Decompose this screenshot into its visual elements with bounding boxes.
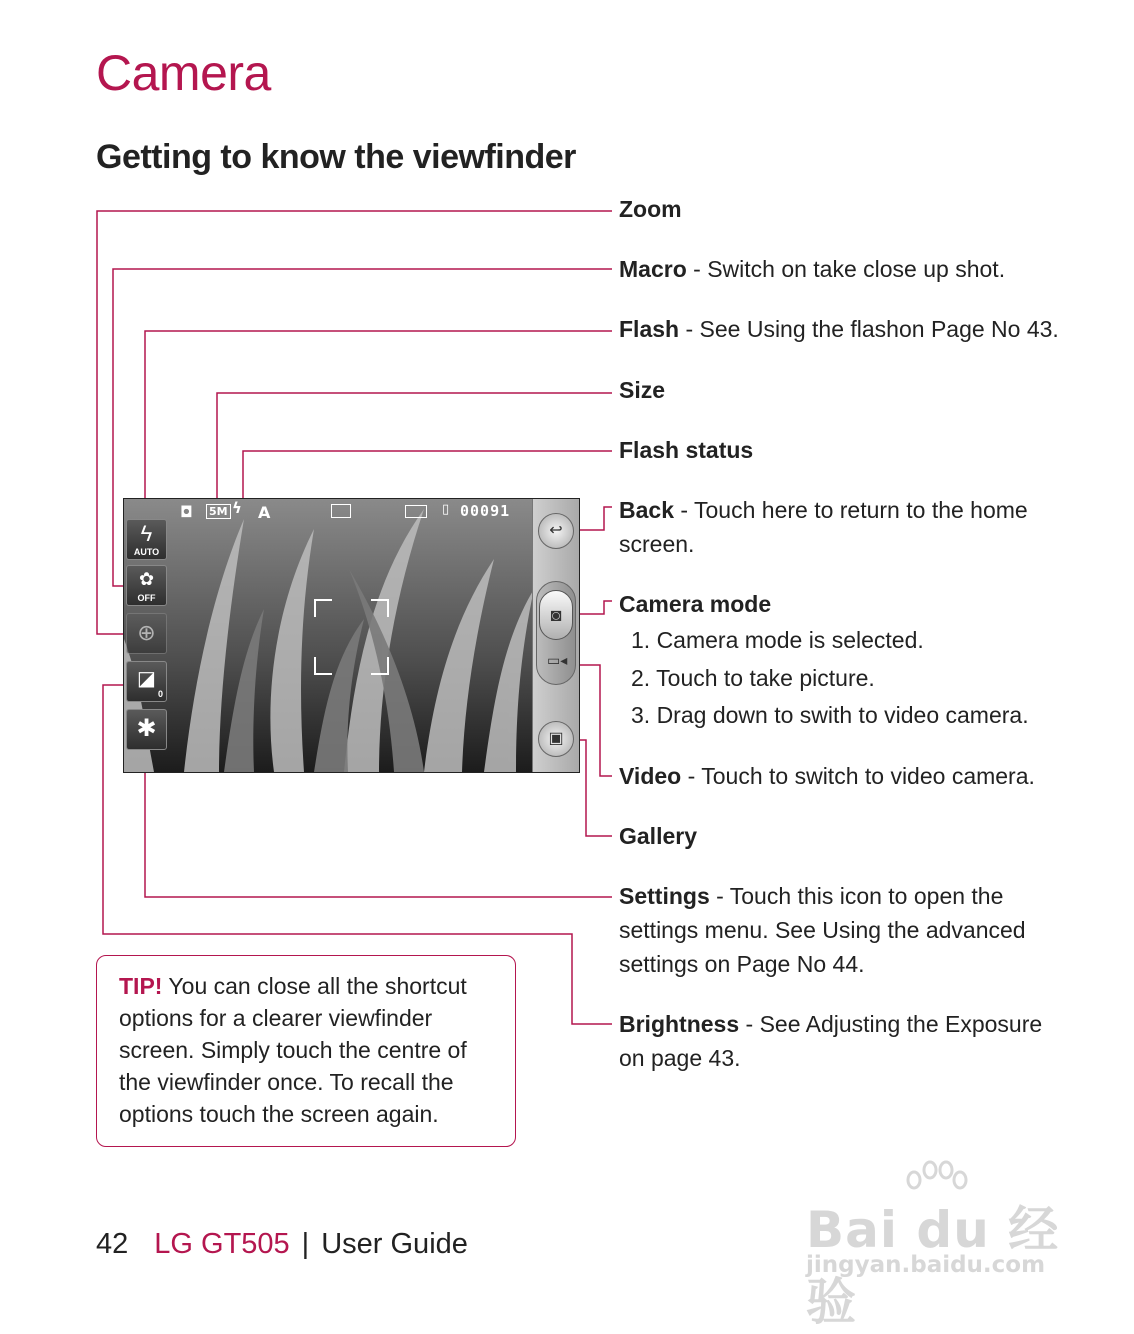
callout-flash-status [619,433,1059,467]
tip-box [96,955,516,1147]
camera-shutter-button[interactable] [539,590,573,640]
focus-frame-corner [371,657,389,675]
callout-brightness [619,1007,1049,1075]
camera-mode-step: 3. Drag down to swith to video camera. [631,702,1029,728]
status-bar [124,499,534,525]
tip-text [119,970,499,1130]
callout-video [619,759,1059,793]
callout-macro-desc: - Switch on take close up shot. [686,256,1006,282]
page-number: 42 [96,1228,129,1260]
callout-gallery [619,819,1059,853]
callout-back-desc: - Touch here to return to the home screen. [619,497,1028,557]
gallery-button[interactable] [538,721,574,757]
brightness-icon: ◪ [137,668,156,690]
grass-photo [124,499,579,772]
callout-settings-desc: - Touch this icon to open the settings menu. See Using the advanced settings on Page No 44. [619,883,1026,977]
macro-button[interactable] [126,565,167,606]
focus-frame-corner [314,599,332,617]
battery-icon [405,505,427,518]
callout-zoom-name: Zoom [619,196,682,222]
callout-back-name: Back [619,497,674,523]
flash-icon: ϟ [140,521,153,546]
flash-auto-icon: ϟ [232,499,242,517]
camera-shutter-icon: ◙ [550,605,562,625]
callout-camera-mode-name: Camera mode [619,591,772,617]
callout-video-name: Video [619,763,682,789]
focus-frame-corner [314,657,332,675]
callout-zoom [619,192,1059,226]
camera-icon: ◘ [180,503,193,521]
callout-back [619,493,1049,561]
settings-gear-icon: ✱ [136,715,157,742]
flash-status-connector [243,451,612,503]
callout-macro-name: Macro [619,256,687,282]
callout-flash [619,312,1059,346]
callout-flash-name: Flash [619,316,680,342]
camera-mode-steps [631,622,1029,735]
auto-mode-icon: A [258,503,271,522]
tip-label: TIP! [119,973,163,999]
flash-button[interactable] [126,519,167,560]
size-connector [217,393,612,503]
callout-gallery-name: Gallery [619,823,697,849]
video-icon[interactable]: ▭◂ [547,652,568,668]
callout-size-name: Size [619,377,666,403]
back-button[interactable] [538,513,574,549]
camera-mode-switch[interactable] [536,581,576,685]
back-connector [576,507,612,530]
camera-mode-step: 2. Touch to take picture. [631,664,875,691]
back-icon: ↩ [549,522,563,539]
product-name: LG GT505 [154,1228,290,1260]
guide-name: User Guide [321,1228,468,1260]
brightness-value: 0 [157,689,163,699]
flash-mode-label: AUTO [133,547,160,557]
settings-button[interactable] [126,709,167,750]
callout-flash-status-name: Flash status [619,437,754,463]
callout-settings [619,879,1039,981]
callout-brightness-desc: - See Adjusting the Exposure on page 43. [619,1011,1043,1071]
callout-macro [619,252,1059,286]
callout-video-desc: - Touch to switch to video camera. [681,763,1035,789]
memory-icon: ▯ [442,502,450,517]
callout-size [619,373,1059,407]
watermark-logo: Bai du 经验 [806,1201,1060,1331]
tip-body: You can close all the shortcut options for a clearer viewfinder screen. Simply touch the centre of the viewfinder once. To recall the options touch the screen again. [119,973,467,1127]
viewfinder-screenshot [123,498,580,773]
right-control-rail [532,499,579,772]
section-title: Getting to know the viewfinder [96,138,576,176]
callout-settings-name: Settings [619,883,710,909]
camera-mode-connector [576,601,612,614]
gallery-icon: ▣ [548,730,564,747]
footer-separator: | [301,1228,310,1260]
page-footer [96,1228,468,1261]
camera-mode-step: 1. Camera mode is selected. [631,627,924,653]
macro-icon: ✿ [138,569,155,589]
settings-connector [145,753,612,897]
callout-brightness-name: Brightness [619,1011,740,1037]
frame-icon [331,504,351,518]
zoom-icon: ⊕ [137,620,156,645]
baidu-watermark [806,1160,1068,1331]
shot-counter: 00091 [460,502,511,520]
macro-mode-label: OFF [137,593,156,603]
flash-connector [145,331,612,519]
zoom-button[interactable] [126,613,167,654]
brightness-button[interactable] [126,661,167,702]
page-title: Camera [96,45,271,101]
size-icon: 5M [206,504,231,519]
callout-flash-desc: - See Using the flashon Page No 43. [679,316,1059,342]
focus-frame-corner [371,599,389,617]
callout-camera-mode [619,587,1059,621]
gallery-connector [576,740,612,836]
watermark-url: jingyan.baidu.com [806,1252,1046,1278]
